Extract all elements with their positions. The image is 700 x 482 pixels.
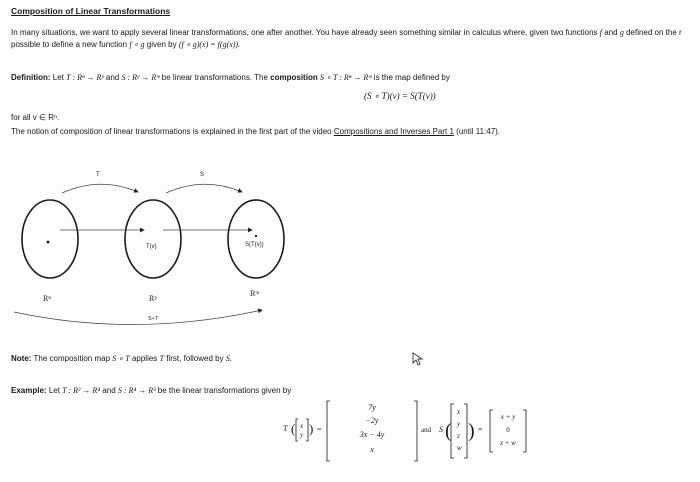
definition-formula: (S ∘ T)(v) = S(T(v)) bbox=[364, 91, 436, 101]
example-text-end: be the linear transformations given by bbox=[157, 386, 292, 395]
t-out-1: 7y bbox=[368, 403, 376, 412]
point-STv bbox=[255, 235, 257, 237]
s-out-3: z + w bbox=[500, 439, 516, 447]
eq-and: and bbox=[421, 426, 432, 434]
arc-T bbox=[62, 184, 138, 193]
example-label: Example: bbox=[11, 386, 47, 395]
definition-is-map: is the map defined by bbox=[373, 73, 450, 82]
s-in-2: y bbox=[457, 420, 461, 428]
note-label: Note: bbox=[11, 354, 32, 363]
paren-right: ) bbox=[309, 421, 314, 436]
note-SoT: S ∘ T bbox=[112, 354, 130, 363]
note-text: The composition map bbox=[33, 354, 111, 363]
label-T: T bbox=[96, 172, 100, 178]
s-in-4: w bbox=[457, 444, 462, 452]
video-until: (until 11:47). bbox=[456, 127, 501, 136]
for-all-text: for all v ∈ Rⁿ. bbox=[11, 113, 60, 122]
label-Tv: T(v) bbox=[146, 244, 157, 250]
label-S: S bbox=[200, 172, 205, 178]
label-SoT: S∘T bbox=[148, 316, 159, 322]
video-line bbox=[11, 127, 500, 136]
video-link[interactable]: Compositions and Inverses Part 1 bbox=[333, 127, 454, 136]
definition-be-linear: be linear transformations. The bbox=[161, 73, 268, 82]
T-map: T : Rⁿ → Rᵖ bbox=[66, 73, 104, 82]
eq-T: T bbox=[283, 424, 288, 433]
note-line bbox=[11, 354, 232, 363]
intro-text-2: possible to define a new function bbox=[11, 40, 128, 49]
S-map: S : Rᵖ → Rᵐ bbox=[121, 73, 160, 82]
space-Rp: Rᵖ bbox=[149, 294, 157, 303]
intro-text: In many situations, we want to apply several linear transformations, one after another. You have already seen something similar in calculus where, given two functions bbox=[11, 28, 598, 37]
eq-S: S bbox=[439, 425, 443, 434]
space-Rn: Rⁿ bbox=[43, 294, 51, 303]
symbol-g: g bbox=[619, 28, 624, 37]
t-in-y: y bbox=[300, 431, 304, 439]
symbol-f: f bbox=[599, 28, 603, 37]
t-in-x: x bbox=[300, 422, 304, 430]
page-title: Composition of Linear Transformations bbox=[11, 6, 171, 16]
note-text-end: first, followed by bbox=[166, 354, 224, 363]
fog-formula: (f ∘ g)(x) = f(g(x)). bbox=[178, 40, 241, 49]
example-T-map: T : R² → R⁴ bbox=[62, 386, 101, 395]
composition-word: composition bbox=[270, 73, 318, 82]
example-and: and bbox=[102, 386, 116, 395]
equals-1: = bbox=[317, 425, 322, 434]
t-out-4: x bbox=[370, 445, 374, 454]
definition-label: Definition: bbox=[11, 73, 51, 82]
example-let: Let bbox=[48, 386, 60, 395]
t-out-2: −2y bbox=[365, 416, 379, 425]
and-text: and bbox=[604, 28, 618, 37]
codomain-ellipse bbox=[228, 200, 284, 278]
definition-let: Let bbox=[52, 73, 64, 82]
intro-line-1 bbox=[11, 28, 682, 37]
label-STv: S(T(v)) bbox=[245, 242, 264, 248]
domain-ellipse bbox=[22, 200, 78, 278]
fog-symbol: f ∘ g bbox=[129, 40, 145, 49]
SoT-map: S ∘ T : Rⁿ → Rᵐ bbox=[319, 73, 372, 82]
intermediate-ellipse bbox=[125, 200, 181, 278]
given-by-text: given by bbox=[146, 40, 177, 49]
paren-left: ( bbox=[291, 421, 296, 436]
point-v bbox=[47, 241, 50, 244]
paren-right-2: ) bbox=[468, 420, 475, 442]
arc-S bbox=[166, 184, 242, 193]
note-applies: applies bbox=[131, 354, 158, 363]
mouse-cursor-icon bbox=[412, 352, 424, 366]
note-S: S. bbox=[225, 354, 232, 363]
t-out-3: 3x − 4y bbox=[359, 430, 385, 439]
s-in-3: z bbox=[457, 432, 460, 440]
video-text: The notion of composition of linear transformations is explained in the first part of the video bbox=[11, 127, 332, 136]
intro-text-end: defined on the r bbox=[626, 28, 682, 37]
example-equations bbox=[280, 400, 540, 470]
example-S-map: S : R⁴ → R³ bbox=[117, 386, 156, 395]
paren-left-2: ( bbox=[445, 420, 452, 442]
composition-diagram bbox=[0, 160, 290, 330]
definition-and: and bbox=[105, 73, 120, 82]
note-T: T bbox=[159, 354, 164, 363]
s-out-2: 0 bbox=[506, 426, 510, 434]
s-out-1: x + y bbox=[500, 413, 516, 421]
space-Rm: Rᵐ bbox=[250, 289, 260, 298]
example-line bbox=[11, 386, 291, 395]
equals-2: = bbox=[478, 425, 483, 434]
definition-line bbox=[11, 73, 450, 82]
s-in-1: x bbox=[457, 408, 461, 416]
arc-SoT bbox=[14, 310, 262, 325]
intro-line-2 bbox=[11, 40, 240, 49]
